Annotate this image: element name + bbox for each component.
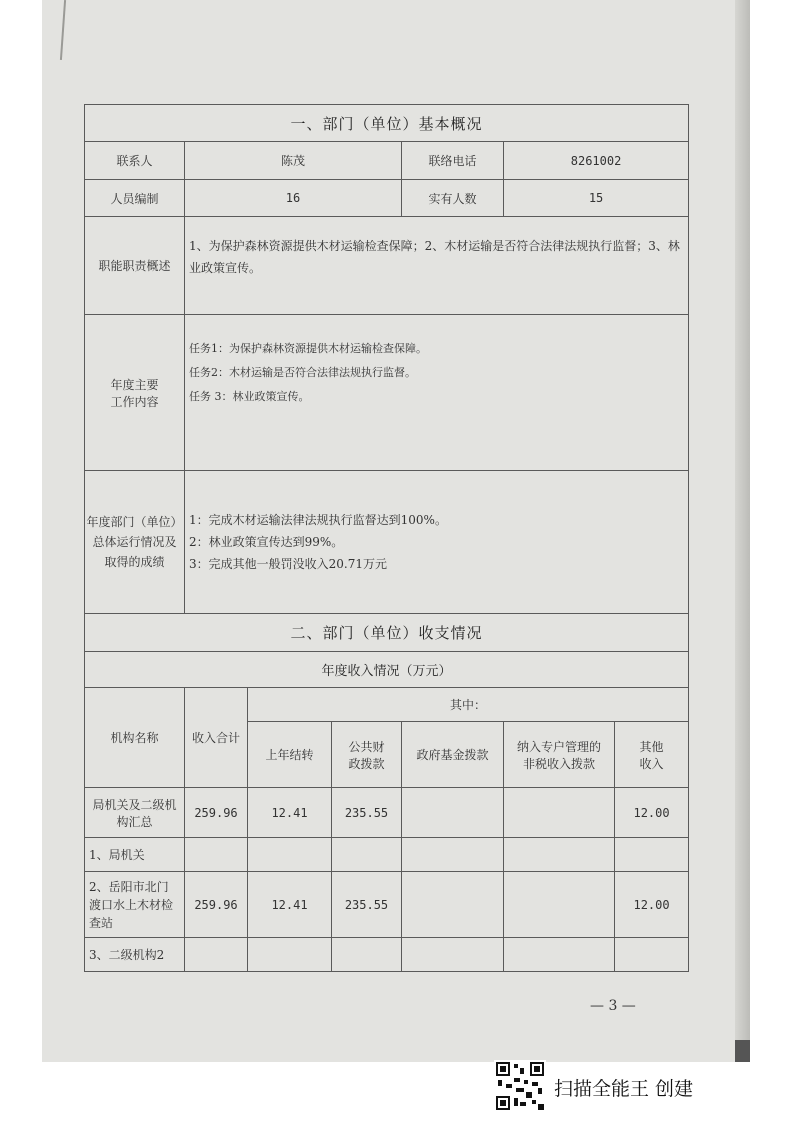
total-cell <box>185 838 248 872</box>
actual-staff-label: 实有人数 <box>402 180 504 217</box>
phone-label: 联络电话 <box>402 142 504 180</box>
total-cell: 259.96 <box>185 872 248 938</box>
contact-row <box>85 142 689 180</box>
other-income-cell <box>615 838 689 872</box>
of-which-header: 其中： <box>248 688 689 722</box>
org-name-cell: 局机关及二级机构汇总 <box>85 788 185 838</box>
results-label <box>85 471 185 614</box>
staff-row <box>85 180 689 217</box>
qr-code-icon <box>494 1060 546 1112</box>
income-table-title: 年度收入情况（万元） <box>85 652 689 688</box>
carryover-cell <box>248 938 332 972</box>
other-income-header-line1: 其他 <box>639 739 664 754</box>
task-item: 任务 3：林业政策宣传。 <box>189 390 310 403</box>
gov-fund-header: 政府基金拨款 <box>402 722 504 788</box>
income-header-row-1 <box>85 688 689 722</box>
income-title-row <box>85 652 689 688</box>
nontax-header <box>504 722 615 788</box>
nontax-cell <box>504 838 615 872</box>
nontax-cell <box>504 872 615 938</box>
fiscal-cell: 235.55 <box>332 788 402 838</box>
other-income-cell: 12.00 <box>615 788 689 838</box>
tasks-label <box>85 315 185 471</box>
other-income-header-line2: 收入 <box>639 756 664 771</box>
fiscal-cell <box>332 838 402 872</box>
duties-row <box>85 217 689 315</box>
result-item: 1：完成木材运输法律法规执行监督达到100%。 <box>189 513 447 527</box>
scanner-watermark <box>494 1060 754 1120</box>
total-cell <box>185 938 248 972</box>
nontax-cell <box>504 788 615 838</box>
result-item: 2：林业政策宣传达到99%。 <box>189 535 344 549</box>
section1-title: 一、部门（单位）基本概况 <box>85 105 689 142</box>
budget-form-table <box>84 104 689 972</box>
contact-label: 联系人 <box>85 142 185 180</box>
task-item: 任务1：为保护森林资源提供木材运输检查保障。 <box>189 342 427 355</box>
carryover-cell: 12.41 <box>248 788 332 838</box>
staff-quota-value: 16 <box>185 180 402 217</box>
staff-quota-label: 人员编制 <box>85 180 185 217</box>
gov-fund-cell <box>402 838 504 872</box>
other-income-header <box>615 722 689 788</box>
total-income-header: 收入合计 <box>185 688 248 788</box>
nontax-cell <box>504 938 615 972</box>
result-item: 3：完成其他一般罚没收入20.71万元 <box>189 557 387 571</box>
other-income-cell: 12.00 <box>615 872 689 938</box>
tasks-label-line1: 年度主要 <box>110 377 159 392</box>
contact-value: 陈茂 <box>185 142 402 180</box>
carryover-cell: 12.41 <box>248 872 332 938</box>
results-label-line1: 年度部门（单位） <box>86 515 183 529</box>
task-item: 任务2：木材运输是否符合法律法规执行监督。 <box>189 366 416 379</box>
page-edge-shadow <box>735 0 750 1062</box>
fiscal-header-line2: 政拨款 <box>348 756 385 771</box>
gov-fund-cell <box>402 872 504 938</box>
carryover-header: 上年结转 <box>248 722 332 788</box>
org-name-cell: 3、二级机构2 <box>85 938 185 972</box>
gov-fund-cell <box>402 788 504 838</box>
fiscal-cell: 235.55 <box>332 872 402 938</box>
nontax-header-line1: 纳入专户管理的 <box>516 739 601 754</box>
actual-staff-value: 15 <box>504 180 689 217</box>
table-row <box>85 938 689 972</box>
results-label-line3: 取得的成绩 <box>104 555 165 569</box>
results-row <box>85 471 689 614</box>
table-row <box>85 788 689 838</box>
gov-fund-cell <box>402 938 504 972</box>
duties-text: 1、为保护森林资源提供木材运输检查保障；2、木材运输是否符合法律法规执行监督；3、林业政策宣传。 <box>185 217 689 315</box>
org-name-header: 机构名称 <box>85 688 185 788</box>
org-name-cell: 2、岳阳市北门渡口水上木材检查站 <box>85 872 185 938</box>
fiscal-header-line1: 公共财 <box>348 739 385 754</box>
results-list <box>185 471 689 614</box>
total-cell: 259.96 <box>185 788 248 838</box>
table-row <box>85 872 689 938</box>
page-corner-shadow <box>735 1040 750 1062</box>
table-row <box>85 838 689 872</box>
tasks-row <box>85 315 689 471</box>
other-income-cell <box>615 938 689 972</box>
section1-header-row <box>85 105 689 142</box>
carryover-cell <box>248 838 332 872</box>
fiscal-cell <box>332 938 402 972</box>
tasks-label-line2: 工作内容 <box>110 394 159 409</box>
watermark-text: 扫描全能王 创建 <box>554 1078 694 1100</box>
fiscal-header <box>332 722 402 788</box>
page-number: — 3 — <box>590 998 636 1014</box>
duties-label: 职能职责概述 <box>85 217 185 315</box>
nontax-header-line2: 非税收入拨款 <box>522 756 595 771</box>
tasks-list <box>185 315 689 471</box>
org-name-cell: 1、局机关 <box>85 838 185 872</box>
results-label-line2: 总体运行情况及 <box>92 535 177 549</box>
section2-title: 二、部门（单位）收支情况 <box>85 614 689 652</box>
section2-header-row <box>85 614 689 652</box>
phone-value: 8261002 <box>504 142 689 180</box>
